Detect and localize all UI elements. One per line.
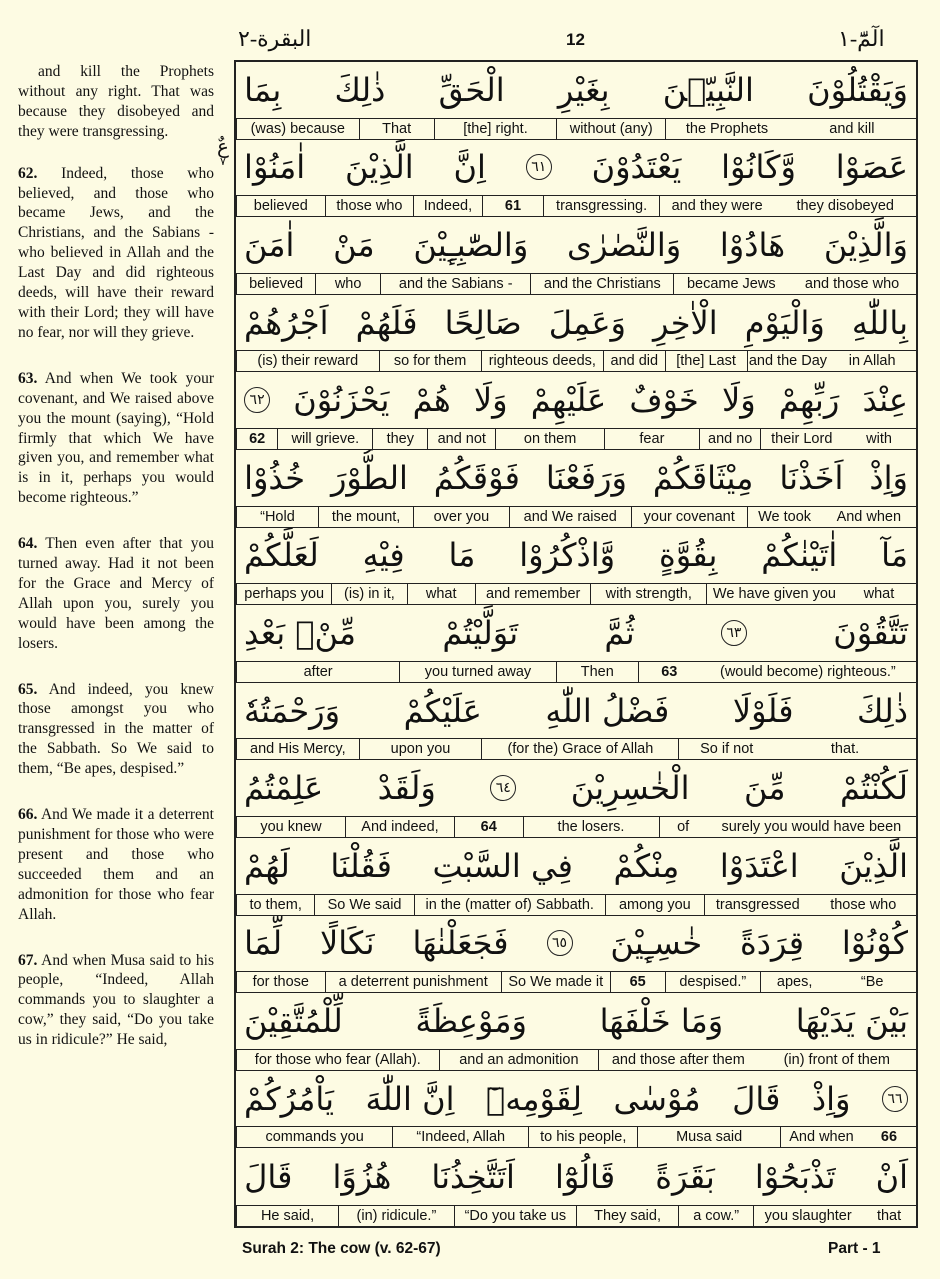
- arabic-word: صَالِحًا: [444, 303, 522, 342]
- verse-number-marker: ٦٢: [244, 387, 270, 413]
- commentary-paragraph: [18, 62, 214, 142]
- arabic-word: هُزُوًا: [332, 1157, 392, 1196]
- word-meaning: righteous deeds,: [481, 351, 603, 371]
- arabic-line: [236, 605, 916, 661]
- verse-number-cell: 63: [638, 662, 700, 682]
- footer-surah-title: Surah 2: The cow (v. 62-67): [242, 1240, 441, 1257]
- word-meaning: they: [372, 429, 427, 449]
- word-meaning: Then: [556, 662, 638, 682]
- arabic-word: وَلَا: [473, 381, 508, 420]
- word-meaning: what: [407, 584, 475, 604]
- commentary-paragraph: [18, 534, 214, 653]
- arabic-line: [236, 760, 916, 816]
- word-meaning: the mount,: [318, 507, 413, 527]
- word-meaning: with strength,: [590, 584, 706, 604]
- arabic-word: نَكَالًا: [319, 924, 375, 963]
- arabic-word: بِاللّٰهِ: [851, 303, 908, 342]
- english-line: [236, 1126, 916, 1147]
- arabic-word: لِّلْمُتَّقِيْنَ: [244, 1001, 343, 1040]
- commentary-text: And when We took your covenant, and We raised above you the mount (saying), “Hold firmly that which We have given you, and remember what is in it, perhaps you would become righteous.”: [18, 369, 214, 507]
- word-meaning: despised.”: [665, 972, 760, 992]
- arabic-word: عَلِمْتُمُ: [244, 769, 324, 808]
- word-meaning: to them,: [236, 895, 314, 915]
- verse-line: [236, 528, 916, 606]
- word-meaning: transgressing.: [543, 196, 659, 216]
- verse-number-marker: ٦٣: [721, 620, 747, 646]
- commentary-text: and kill the Prophets without any right. That was because they disobeyed and they were transgressing.: [18, 63, 214, 140]
- verse-line: [236, 838, 916, 916]
- arabic-word: رَبِّهِمْ: [778, 381, 840, 420]
- arabic-word: وَالَّذِيْنَ: [823, 225, 908, 264]
- word-meaning: And when: [780, 1127, 862, 1147]
- word-meaning: with: [866, 430, 892, 447]
- word-meaning: a cow.”: [678, 1206, 753, 1226]
- arabic-line: [236, 683, 916, 739]
- verse-line: [236, 217, 916, 295]
- arabic-word: مِيْثَاقَكُمْ: [652, 458, 754, 497]
- arabic-word: مِّنْۢ بَعْدِ: [244, 613, 357, 652]
- word-meaning: “Be: [860, 974, 884, 991]
- arabic-word: بَيْنَ يَدَيْهَا: [795, 1001, 908, 1040]
- english-line: [236, 273, 916, 294]
- arabic-word: تَتَّقُوْنَ: [833, 613, 908, 652]
- arabic-word: الْاٰخِرِ: [653, 303, 718, 342]
- word-meaning: (was) because: [236, 119, 359, 139]
- arabic-word: قَالَ: [732, 1079, 781, 1118]
- word-meaning: in Allah: [848, 353, 896, 370]
- word-meaning: and those who: [804, 275, 900, 292]
- word-meaning: surely you would have been: [721, 818, 902, 835]
- commentary-text: And indeed, you knew those amongst you who transgressed in the matter of the Sabbath. So We said to them, “Be apes, despised.”: [18, 680, 214, 778]
- arabic-word: ذٰلِكَ: [857, 691, 908, 730]
- arabic-word: مَنْ: [333, 225, 375, 264]
- arabic-word: خَوْفٌ: [629, 381, 699, 420]
- verse-line: [236, 605, 916, 683]
- arabic-word: مِنْكُمْ: [613, 846, 680, 885]
- verse-number-cell: 61: [482, 196, 544, 216]
- word-meaning: and remember: [475, 584, 591, 604]
- word-meaning: after: [236, 662, 399, 682]
- arabic-word: خُذُوْا: [244, 458, 305, 497]
- word-meaning: and did: [603, 351, 665, 371]
- verse-number-cell: 66: [880, 1129, 898, 1146]
- commentary-text: Then even after that you turned away. Had it not been for the Grace and Mercy of Allah upon you, surely you would have been among the losers.: [18, 535, 214, 652]
- arabic-line: [236, 372, 916, 428]
- commentary-verse-number: 66.: [18, 806, 38, 824]
- arabic-word: اٰمَنَ: [244, 225, 295, 264]
- arabic-word: اَنْ: [875, 1157, 908, 1196]
- arabic-word: الَّذِيْنَ: [839, 846, 908, 885]
- word-meaning: and not: [427, 429, 495, 449]
- word-meaning: believed: [236, 274, 315, 294]
- english-line: [236, 506, 916, 527]
- arabic-word: فَجَعَلْنٰهَا: [412, 924, 509, 963]
- verse-number-marker: ٦٥: [547, 930, 573, 956]
- arabic-word: اَخَذْنَا: [779, 458, 844, 497]
- verse-number-cell: 65: [610, 972, 665, 992]
- ruku-symbol: عٌ: [217, 134, 229, 158]
- arabic-line: [236, 140, 916, 196]
- arabic-word: النَّبِيّٖنَ: [662, 70, 754, 109]
- word-meaning: what: [863, 586, 895, 603]
- arabic-word: اعْتَدَوْا: [719, 846, 799, 885]
- verse-line: [236, 1148, 916, 1226]
- arabic-word: اٰتَيْنٰكُمْ: [761, 536, 838, 575]
- word-meaning: over you: [413, 507, 508, 527]
- word-meaning: and His Mercy,: [236, 739, 359, 759]
- word-meaning: So if not: [678, 739, 774, 759]
- verse-line: [236, 372, 916, 450]
- word-meaning: “Hold: [236, 507, 318, 527]
- word-meaning: so for them: [379, 351, 481, 371]
- arabic-word: يَحْزَنُوْنَ: [293, 381, 390, 420]
- verse-line: [236, 140, 916, 218]
- commentary-text: Indeed, those who believed, and those who became Jews, and the Christians, and the Sabians - who believed in Allah and the Last Day and did righteous deeds, will have their reward with their Lord; they will have no fear, nor will they grieve.: [18, 164, 214, 341]
- arabic-line: [236, 1148, 916, 1205]
- arabic-word: مِّنَ: [744, 769, 786, 808]
- commentary-paragraph: [18, 680, 214, 780]
- arabic-word: هُمْ: [412, 381, 451, 420]
- word-meaning: (in) ridicule.”: [338, 1206, 454, 1226]
- word-meaning: among you: [605, 895, 704, 915]
- verse-number-marker: ٦٤: [490, 775, 516, 801]
- word-meaning: became Jews: [673, 274, 788, 294]
- arabic-word: تَذْبَحُوْا: [754, 1157, 836, 1196]
- verse-number-marker: ٦١: [526, 154, 552, 180]
- word-meaning: who: [315, 274, 380, 294]
- arabic-word: قِرَدَةً: [740, 924, 804, 963]
- word-meaning: for those: [236, 972, 325, 992]
- word-meaning: “Do you take us: [454, 1206, 576, 1226]
- header-juz: الٓمّٓ-١: [838, 26, 885, 51]
- english-line: [236, 816, 916, 837]
- word-meaning: you slaughter: [753, 1206, 862, 1226]
- arabic-line: [236, 1071, 916, 1127]
- word-meaning: believed: [236, 196, 325, 216]
- arabic-word: مَآ: [881, 536, 908, 575]
- arabic-word: وَمَوْعِظَةً: [415, 1001, 527, 1040]
- arabic-line: [236, 295, 916, 351]
- arabic-word: مُوْسٰى: [613, 1079, 701, 1118]
- arabic-word: وَّكَانُوْا: [721, 148, 796, 187]
- arabic-word: فَوْقَكُمُ: [433, 458, 520, 497]
- arabic-word: تَوَلَّيْتُمْ: [442, 613, 519, 652]
- arabic-word: وَلَقَدْ: [377, 769, 436, 808]
- word-meaning: the Prophets: [665, 119, 788, 139]
- word-meaning: Musa said: [637, 1127, 780, 1147]
- commentary-paragraph: [18, 805, 214, 924]
- arabic-line: [236, 217, 916, 273]
- word-meaning: you knew: [236, 817, 345, 837]
- arabic-word: وَالْيَوْمِ: [744, 303, 825, 342]
- word-meaning: [the] Last: [665, 351, 747, 371]
- word-meaning: So We said: [314, 895, 413, 915]
- english-line: [236, 971, 916, 992]
- arabic-word: وَمَا خَلْفَهَا: [599, 1001, 724, 1040]
- arabic-line: [236, 838, 916, 894]
- word-meaning: without (any): [556, 119, 665, 139]
- english-line: [236, 350, 916, 371]
- arabic-word: لِّمَا: [244, 924, 283, 963]
- word-meaning: for those who fear (Allah).: [236, 1050, 439, 1070]
- arabic-word: الطُّوْرَ: [330, 458, 408, 497]
- ruku-marker: [212, 136, 234, 167]
- arabic-word: اِنَّ: [453, 148, 486, 187]
- arabic-word: هَادُوْا: [719, 225, 786, 264]
- word-meaning: apes,: [760, 972, 828, 992]
- commentary-text: And We made it a deterrent punishment for those who were present and those who succeeded them and an admonition for those who fear Allah.: [18, 806, 214, 923]
- arabic-word: وَعَمِلَ: [548, 303, 626, 342]
- word-meaning: those who: [325, 196, 414, 216]
- word-meaning: you turned away: [399, 662, 555, 682]
- arabic-word: عَلَيْكُمْ: [403, 691, 482, 730]
- verse-number-cell: 62: [236, 429, 277, 449]
- arabic-line: [236, 528, 916, 584]
- arabic-word: اِنَّ اللّٰهَ: [365, 1079, 455, 1118]
- english-line: [236, 583, 916, 604]
- arabic-word: فَقُلْنَا: [330, 846, 392, 885]
- arabic-word: خٰسِـِٕيْنَ: [610, 924, 703, 963]
- word-meaning: fear: [604, 429, 699, 449]
- verse-line: [236, 760, 916, 838]
- english-line: [236, 738, 916, 759]
- arabic-word: وَرَحْمَتُهٗ: [244, 691, 341, 730]
- word-meaning: that.: [830, 741, 860, 758]
- word-meaning: and the Christians: [530, 274, 673, 294]
- word-meaning: They said,: [576, 1206, 678, 1226]
- arabic-word: وَلَا: [722, 381, 756, 420]
- word-meaning: your covenant: [631, 507, 747, 527]
- word-meaning: And indeed,: [345, 817, 454, 837]
- word-meaning: Indeed,: [413, 196, 481, 216]
- commentary-paragraph: [18, 164, 214, 343]
- arabic-word: فَضْلُ اللّٰهِ: [545, 691, 670, 730]
- verse-line: [236, 450, 916, 528]
- arabic-word: لَعَلَّكُمْ: [244, 536, 319, 575]
- word-meaning: the losers.: [523, 817, 659, 837]
- commentary-verse-number: 67.: [18, 951, 38, 969]
- arabic-word: بِقُوَّةٍ: [658, 536, 718, 575]
- arabic-word: وَاِذْ: [811, 1079, 851, 1118]
- word-meaning: and We raised: [509, 507, 631, 527]
- word-meaning: upon you: [359, 739, 482, 759]
- arabic-word: ثُمَّ: [604, 613, 635, 652]
- arabic-word: يَعْتَدُوْنَ: [591, 148, 682, 187]
- arabic-word: الْحَقِّ: [438, 70, 505, 109]
- translation-commentary: [18, 62, 214, 1050]
- word-meaning: they disobeyed: [796, 198, 894, 215]
- verse-line: [236, 1071, 916, 1149]
- verse-number-cell: 64: [454, 817, 523, 837]
- english-line: [236, 1205, 916, 1226]
- arabic-word: قَالَ: [244, 1157, 293, 1196]
- word-meaning: commands you: [236, 1127, 392, 1147]
- arabic-word: وَاِذْ: [869, 458, 908, 497]
- word-meaning: and the Day: [747, 351, 829, 371]
- word-meaning: transgressed: [704, 895, 810, 915]
- arabic-word: عَصَوْا: [835, 148, 908, 187]
- footer-part: Part - 1: [828, 1240, 881, 1257]
- arabic-word: الْخٰسِرِيْنَ: [570, 769, 690, 808]
- arabic-word: عَلَيْهِمْ: [530, 381, 607, 420]
- verse-line: [236, 916, 916, 994]
- arabic-word: فِي السَّبْتِ: [432, 846, 573, 885]
- arabic-word: مَا: [448, 536, 476, 575]
- word-meaning: and kill: [829, 120, 875, 137]
- arabic-word: يَاْمُرُكُمْ: [244, 1079, 335, 1118]
- commentary-verse-number: 64.: [18, 535, 38, 553]
- word-meaning: We have given you: [706, 584, 842, 604]
- word-meaning: to his people,: [528, 1127, 637, 1147]
- commentary-text: And when Musa said to his people, “Indeed, Allah commands you to slaughter a cow,” they said, “Do you take us in ridicule?” He said,: [18, 951, 214, 1049]
- english-line: [236, 428, 916, 449]
- arabic-word: بَقَرَةً: [655, 1157, 715, 1196]
- word-meaning: and an admonition: [439, 1050, 598, 1070]
- english-line: [236, 661, 916, 682]
- word-meaning: on them: [495, 429, 604, 449]
- word-meaning: of: [659, 817, 707, 837]
- english-line: [236, 195, 916, 216]
- word-meaning: He said,: [236, 1206, 338, 1226]
- commentary-verse-number: 63.: [18, 369, 38, 387]
- english-line: [236, 1049, 916, 1070]
- arabic-word: وَّاذْكُرُوْا: [519, 536, 616, 575]
- arabic-line: [236, 450, 916, 506]
- arabic-word: لِقَوْمِهٖٓ: [485, 1079, 582, 1118]
- verse-line: [236, 295, 916, 373]
- word-meaning: a deterrent punishment: [325, 972, 501, 992]
- arabic-word: اَتَتَّخِذُنَا: [431, 1157, 515, 1196]
- arabic-word: فِيْهِ: [362, 536, 405, 575]
- arabic-line: [236, 993, 916, 1049]
- word-meaning: those who: [830, 896, 897, 913]
- word-meaning: in the (matter of) Sabbath.: [414, 895, 605, 915]
- word-meaning: So We made it: [501, 972, 610, 992]
- arabic-word: قَالُوْٓا: [555, 1157, 616, 1196]
- commentary-verse-number: 65.: [18, 680, 38, 698]
- word-meaning: (for the) Grace of Allah: [481, 739, 678, 759]
- word-meaning: (would become) righteous.”: [719, 663, 896, 680]
- word-meaning: And when: [836, 508, 902, 525]
- english-line: [236, 118, 916, 139]
- commentary-verse-number: 62.: [18, 164, 38, 182]
- verse-line: [236, 683, 916, 761]
- arabic-word: وَرَفَعْنَا: [545, 458, 627, 497]
- word-meaning: (in) front of them: [783, 1051, 890, 1068]
- word-meaning: (is) their reward: [236, 351, 379, 371]
- page-number: 12: [566, 30, 585, 49]
- word-meaning: and no: [699, 429, 760, 449]
- arabic-word: فَلَوْلَا: [732, 691, 794, 730]
- word-meaning: that: [876, 1207, 902, 1224]
- word-meaning: That: [359, 119, 434, 139]
- word-meaning: (is) in it,: [331, 584, 406, 604]
- arabic-word: وَيَقْتُلُوْنَ: [807, 70, 908, 109]
- arabic-word: لَكُنْتُمْ: [839, 769, 908, 808]
- arabic-word: اٰمَنُوْا: [244, 148, 306, 187]
- arabic-word: لَهُمْ: [244, 846, 290, 885]
- word-meaning: and the Sabians -: [380, 274, 530, 294]
- word-by-word-grid: [234, 60, 918, 1228]
- arabic-word: بِغَيْرِ: [557, 70, 610, 109]
- verse-line: [236, 62, 916, 140]
- commentary-paragraph: [18, 951, 214, 1051]
- arabic-word: اَجْرُهُمْ: [244, 303, 329, 342]
- word-meaning: will grieve.: [277, 429, 372, 449]
- arabic-word: كُوْنُوْا: [841, 924, 908, 963]
- word-meaning: “Indeed, Allah: [392, 1127, 528, 1147]
- arabic-word: بِمَا: [244, 70, 282, 109]
- arabic-word: وَالنَّصٰرٰى: [566, 225, 682, 264]
- commentary-paragraph: [18, 369, 214, 508]
- word-meaning: perhaps you: [236, 584, 331, 604]
- arabic-line: [236, 62, 916, 118]
- word-meaning: and those after them: [598, 1050, 757, 1070]
- arabic-word: ذٰلِكَ: [334, 70, 386, 109]
- word-meaning: [the] right.: [434, 119, 557, 139]
- verse-number-marker: ٦٦: [882, 1086, 908, 1112]
- word-meaning: We took: [747, 507, 822, 527]
- arabic-line: [236, 916, 916, 972]
- english-line: [236, 894, 916, 915]
- ruku-number: ٧: [220, 155, 226, 168]
- arabic-word: وَالصّٰبِـِٕيْنَ: [413, 225, 529, 264]
- arabic-word: الَّذِيْنَ: [344, 148, 414, 187]
- verse-line: [236, 993, 916, 1071]
- word-meaning: their Lord: [760, 429, 842, 449]
- arabic-word: عِنْدَ: [862, 381, 908, 420]
- header-surah: البقرة-٢: [238, 26, 312, 51]
- word-meaning: and they were: [659, 196, 775, 216]
- arabic-word: فَلَهُمْ: [355, 303, 418, 342]
